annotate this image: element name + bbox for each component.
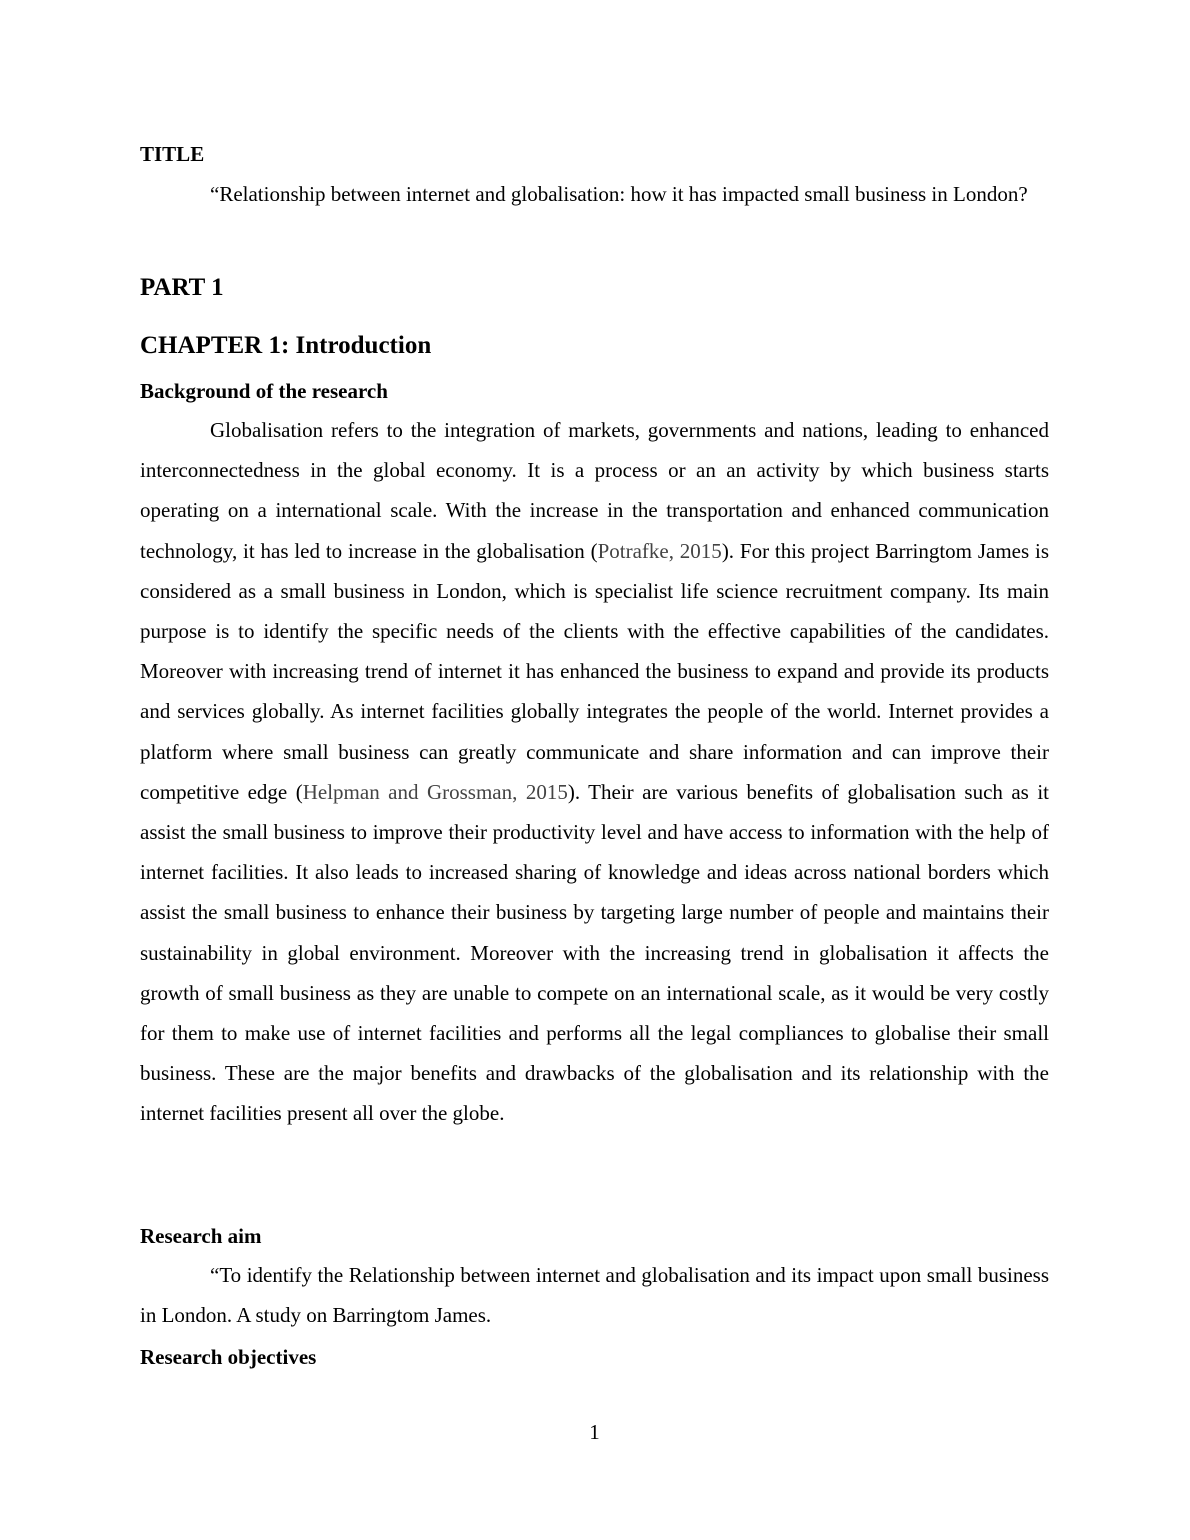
background-text-part-3: ). Their are various benefits of globalisation such as it assist the small business to improve their productivity level and have access to information with the help of internet facilities. It also leads to increased sharing of knowledge and ideas across national borders which assist the small business to enhance their business by targeting large number of people and maintains their sustainability in global environment. Moreover with the increasing trend in globalisation it affects the growth of small business as they are unable to compete on an international scale, as it would be very costly for them to make use of internet facilities and performs all the legal compliances to globalise their small business. These are the major benefits and drawbacks of the globalisation and its relationship with the internet facilities present all over the globe.: [140, 779, 1049, 1126]
document-page: [140, 0, 1049, 1540]
research-aim-heading: Research aim: [140, 1224, 262, 1248]
background-paragraph: [140, 410, 1049, 1134]
page-number: 1: [589, 1420, 600, 1444]
citation-potrafke: Potrafke, 2015: [597, 538, 722, 563]
background-text-part-1: Globalisation refers to the integration of markets, governments and nations, leading to enhanced interconnectedness in the global economy. It is a process or an an activity by which business starts operating on a international scale. With the increase in the transportation and enhanced communication technology, it has led to increase in the globalisation (: [140, 418, 1049, 563]
chapter-heading: CHAPTER 1: Introduction: [140, 332, 432, 359]
citation-helpman-grossman: Helpman and Grossman, 2015: [302, 779, 568, 804]
part-heading: PART 1: [140, 274, 224, 301]
background-heading: Background of the research: [140, 379, 388, 403]
research-aim-text: “To identify the Relationship between internet and globalisation and its impact upon small business in London. A study on Barringtom James.: [140, 1263, 1049, 1328]
research-objectives-heading: Research objectives: [140, 1345, 317, 1369]
title-label: TITLE: [140, 142, 205, 166]
background-text-part-2: ). For this project Barringtom James is considered as a small business in London, which is specialist life science recruitment company. Its main purpose is to identify the specific needs of the clients with the effective capabilities of the candidates. Moreover with increasing trend of internet it has enhanced the business to expand and provide its products and services globally. As internet facilities globally integrates the people of the world. Internet provides a platform where small business can greatly communicate and share information and can improve their competitive edge (: [140, 538, 1049, 804]
title-text: “Relationship between internet and globalisation: how it has impacted small business in London?: [210, 182, 1028, 206]
